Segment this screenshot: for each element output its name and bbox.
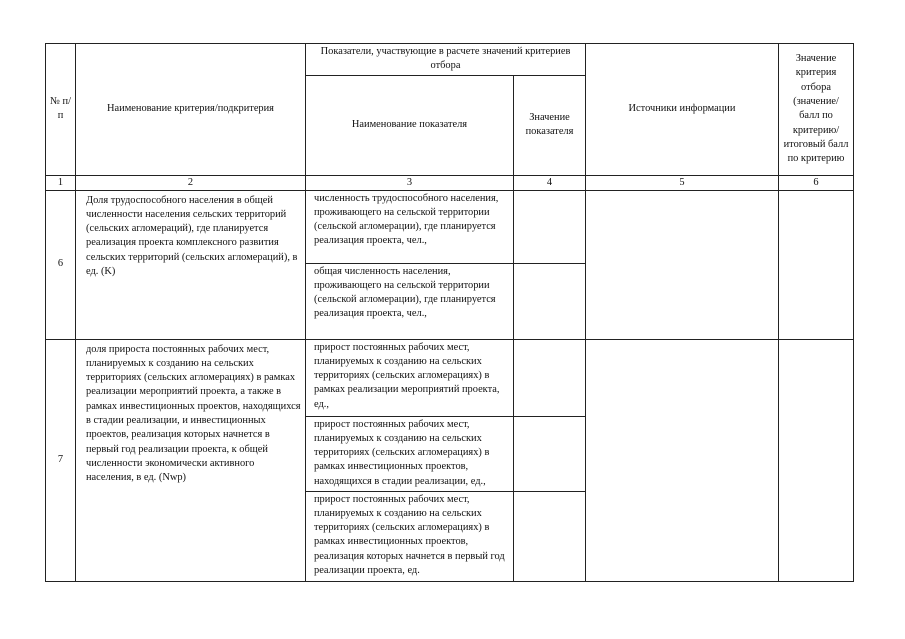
column-number: 6	[779, 175, 854, 190]
criterion-value-cell	[779, 190, 854, 339]
header-indicator-name: Наименование показателя	[306, 75, 514, 175]
criterion-name: Доля трудоспособного населения в общей численности населения сельских территорий (сельских агломераций), где планируется реализация проекта комплексного развития сельских территорий (сельских агломераций), в ед. (K)	[76, 190, 306, 339]
sources-cell	[586, 190, 779, 339]
criterion-name: доля прироста постоянных рабочих мест, планируемых к созданию на сельских территориях (сельских агломерациях) в рамках реализации мероприятий проекта, а также в рамках инвестиционных проектов, находящихся в стадии реализации, и инвестиционных проектов, реализация которых начнется в первый год реализации проекта, к общей численности экономически активного населения, в ед. (Nwp)	[76, 339, 306, 581]
indicator-name: прирост постоянных рабочих мест, планируемых к созданию на сельских территориях (сельских агломерациях) в рамках инвестиционных проектов, находящихся в стадии реализации, ед.,	[306, 416, 514, 491]
indicator-value-cell	[514, 491, 586, 581]
indicator-value-cell	[514, 339, 586, 416]
indicator-name: прирост постоянных рабочих мест, планируемых к созданию на сельских территориях (сельских агломерациях) в рамках реализации мероприятий проекта, ед.,	[306, 339, 514, 416]
column-number: 3	[306, 175, 514, 190]
criteria-table	[45, 43, 854, 582]
column-number: 5	[586, 175, 779, 190]
header-indicator-value: Значение показателя	[514, 75, 586, 175]
column-number: 2	[76, 175, 306, 190]
column-number: 4	[514, 175, 586, 190]
indicator-value-cell	[514, 190, 586, 263]
header-row-1	[46, 44, 854, 76]
row-number: 7	[46, 339, 76, 581]
header-criterion-value: Значение критерия отбора (значение/ балл по критерию/ итоговый балл по критерию	[779, 44, 854, 176]
header-num: № п/п	[46, 44, 76, 176]
header-sources: Источники информации	[586, 44, 779, 176]
sources-cell	[586, 339, 779, 581]
column-number-row	[46, 175, 854, 190]
indicator-name: численность трудоспособного населения, проживающего на сельской территории (сельской агломерации), где планируется реализация проекта, чел.,	[306, 190, 514, 263]
column-number: 1	[46, 175, 76, 190]
header-criterion-name: Наименование критерия/подкритерия	[76, 44, 306, 176]
indicator-value-cell	[514, 416, 586, 491]
indicator-name: прирост постоянных рабочих мест, планируемых к созданию на сельских территориях (сельских агломерациях) в рамках инвестиционных проектов, реализация которых начнется в первый год реализации проекта, ед.	[306, 491, 514, 581]
table-row	[46, 339, 854, 416]
indicator-name: общая численность населения, проживающего на сельской территории (сельской агломерации), где планируется реализация проекта, чел.,	[306, 263, 514, 339]
criterion-value-cell	[779, 339, 854, 581]
row-number: 6	[46, 190, 76, 339]
header-indicators-group: Показатели, участвующие в расчете значений критериев отбора	[306, 44, 586, 76]
indicator-value-cell	[514, 263, 586, 339]
table-row	[46, 190, 854, 263]
